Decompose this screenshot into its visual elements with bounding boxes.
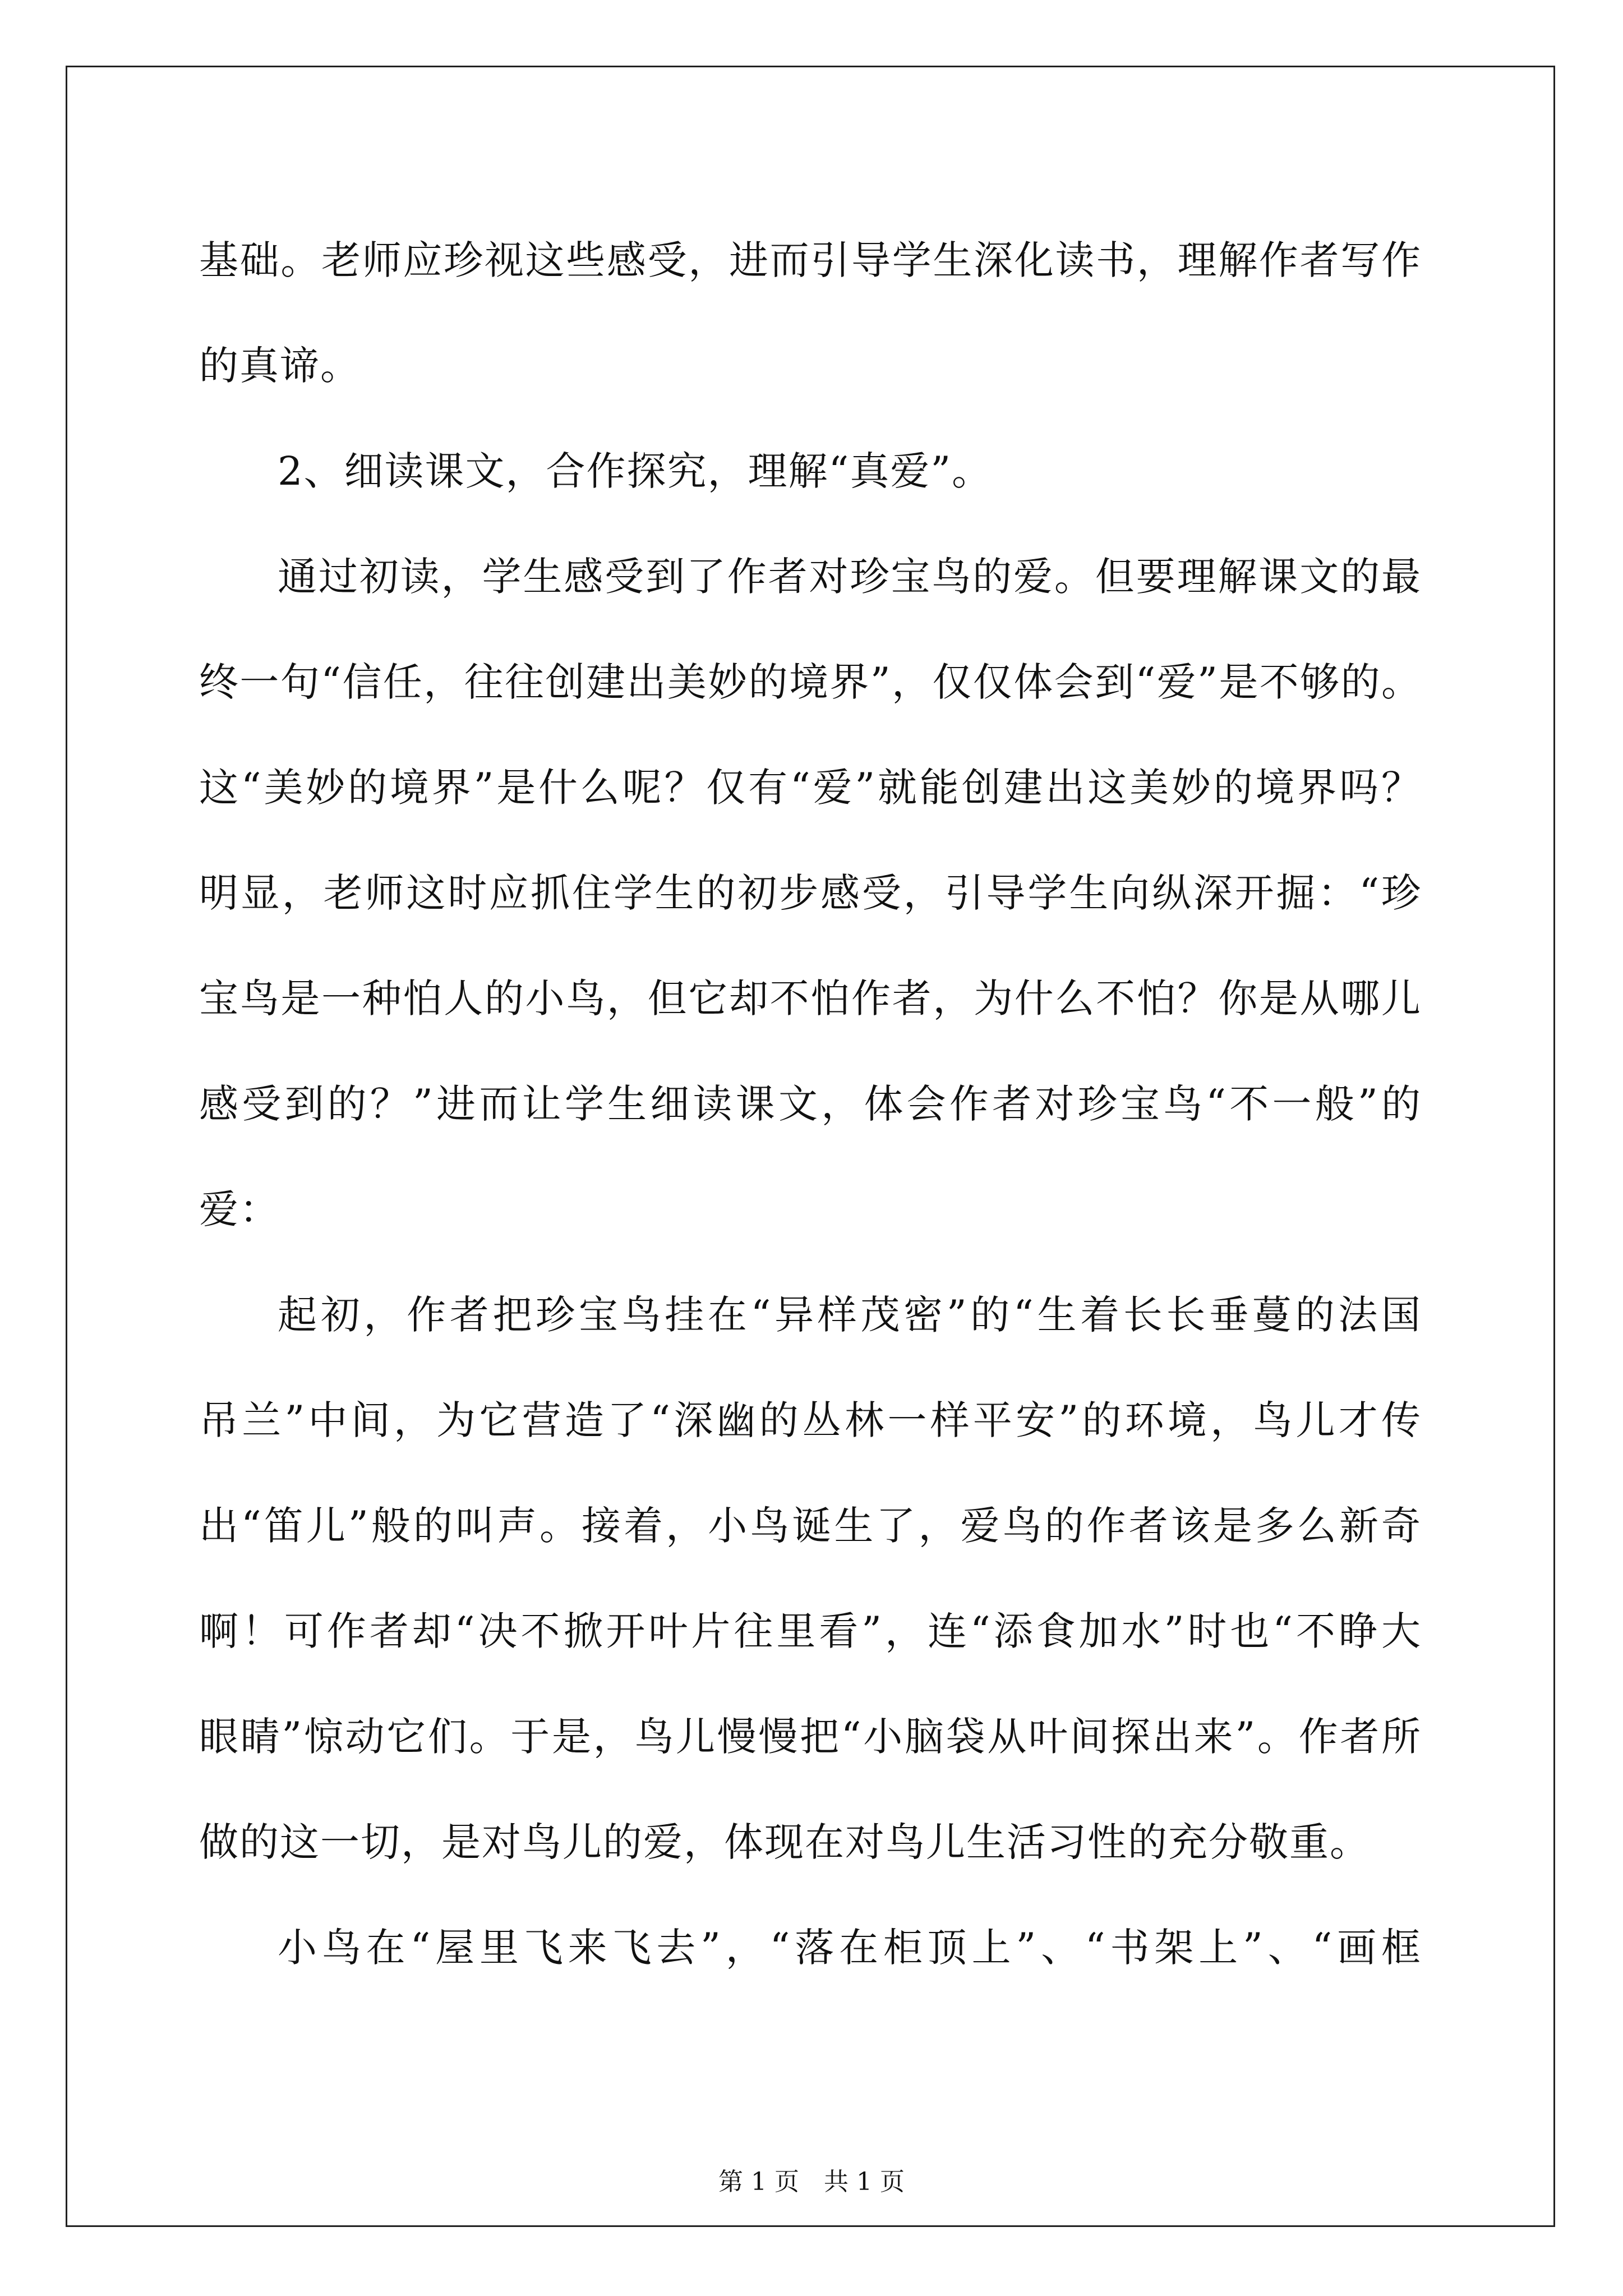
- text-line: 起初，作者把珍宝鸟挂在“异样茂密”的“生着长长垂蔓的法国: [278, 1292, 1422, 1338]
- document-body: [199, 208, 1422, 2000]
- text-line: 这“美妙的境界”是什么呢？仅有“爱”就能创建出这美妙的境界吗？: [199, 765, 1422, 811]
- text-line: 爱：: [199, 1186, 280, 1232]
- text-line: 小鸟在“屋里飞来飞去”，“落在柜顶上”、“书架上”、“画框: [278, 1925, 1422, 1971]
- text-line: 的真谛。: [199, 343, 361, 389]
- text-line: 做的这一切，是对鸟儿的爱，体现在对鸟儿生活习性的充分敬重。: [199, 1819, 1370, 1865]
- text-line: 通过初读，学生感受到了作者对珍宝鸟的爱。但要理解课文的最: [278, 554, 1422, 600]
- text-line: 终一句“信任，往往创建出美妙的境界”，仅仅体会到“爱”是不够的。: [199, 659, 1422, 705]
- text-line: 感受到的？”进而让学生细读课文，体会作者对珍宝鸟“不一般”的: [199, 1081, 1422, 1127]
- text-line: 吊兰”中间，为它营造了“深幽的丛林一样平安”的环境，鸟儿才传: [199, 1397, 1422, 1443]
- text-line: 出“笛儿”般的叫声。接着，小鸟诞生了，爱鸟的作者该是多么新奇: [199, 1503, 1422, 1549]
- text-line: 眼睛”惊动它们。于是，鸟儿慢慢把“小脑袋从叶间探出来”。作者所: [199, 1714, 1422, 1760]
- text-line: 啊！可作者却“决不掀开叶片往里看”，连“添食加水”时也“不睁大: [199, 1608, 1422, 1654]
- text-line: 2、细读课文，合作探究，理解“真爱”。: [278, 448, 993, 494]
- text-line: 宝鸟是一种怕人的小鸟，但它却不怕作者，为什么不怕？你是从哪儿: [199, 976, 1422, 1022]
- page-footer: 第 1 页 共 1 页: [718, 2168, 905, 2196]
- text-line: 基础。老师应珍视这些感受，进而引导学生深化读书，理解作者写作: [199, 237, 1422, 283]
- text-line: 明显，老师这时应抓住学生的初步感受，引导学生向纵深开掘：“珍: [199, 870, 1422, 916]
